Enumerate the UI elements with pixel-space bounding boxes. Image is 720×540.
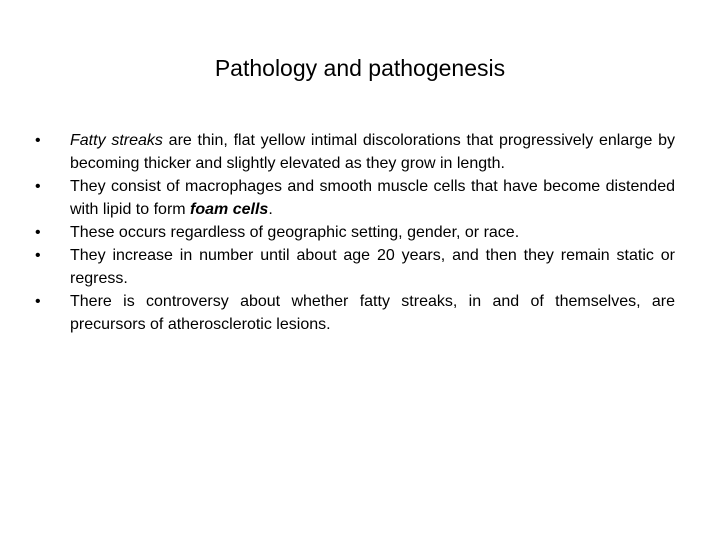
- bullet-icon: •: [35, 132, 41, 149]
- bullet-item-age: [35, 244, 675, 290]
- bullet-emphasis: foam cells: [190, 201, 269, 218]
- bullet-term: Fatty streaks: [70, 132, 163, 149]
- bullet-text: These occurs regardless of geographic setting, gender, or race.: [70, 224, 520, 241]
- bullet-item-fatty-streaks: [35, 129, 675, 175]
- bullet-item-occurrence: [35, 221, 675, 244]
- bullet-item-foam-cells: [35, 175, 675, 221]
- bullet-icon: •: [35, 247, 41, 264]
- bullet-text: They consist of macrophages and smooth muscle cells that have become distended with lipid to form: [70, 178, 675, 218]
- bullet-text: They increase in number until about age 20 years, and then they remain static or regress.: [70, 247, 675, 287]
- bullet-item-controversy: [35, 290, 675, 336]
- bullet-icon: •: [35, 293, 41, 310]
- bullet-text: are thin, flat yellow intimal discolorations that progressively enlarge by becoming thicker and slightly elevated as they grow in length.: [70, 132, 676, 172]
- bullet-text-end: .: [268, 201, 273, 218]
- bullet-list: [35, 129, 675, 336]
- slide-title: Pathology and pathogenesis: [214, 55, 506, 81]
- bullet-icon: •: [35, 178, 41, 195]
- bullet-icon: •: [35, 224, 41, 241]
- bullet-text: There is controversy about whether fatty streaks, in and of themselves, are precursors of atherosclerotic lesions.: [70, 293, 675, 333]
